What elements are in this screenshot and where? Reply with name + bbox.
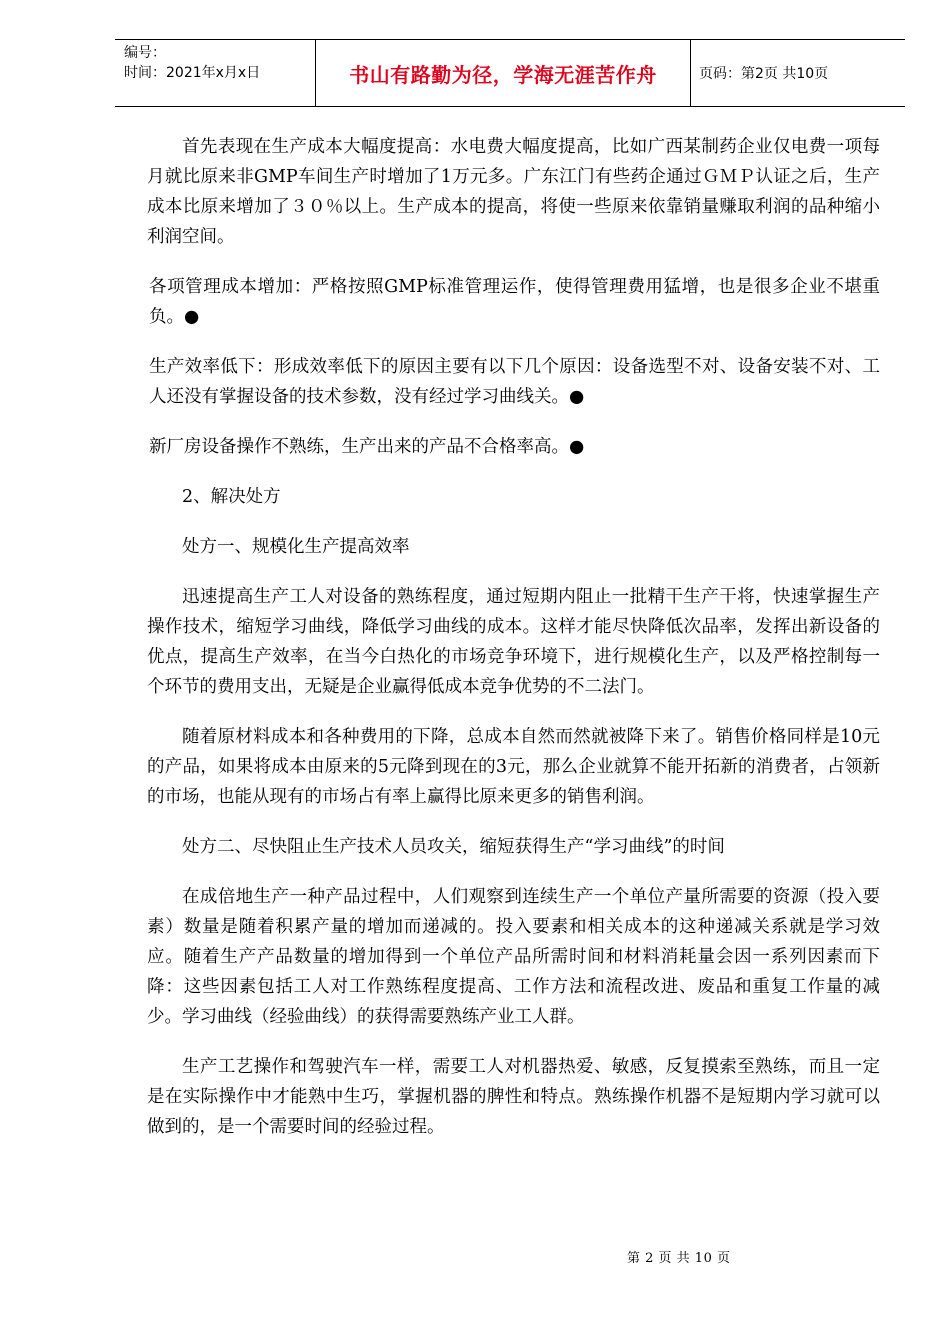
header-meta-cell bbox=[115, 40, 316, 106]
header-page-info: 页码：第2页 共10页 bbox=[699, 66, 829, 82]
document-body bbox=[147, 132, 880, 1142]
paragraph-skill-improvement: 迅速提高生产工人对设备的熟练程度，通过短期内阻止一批精干生产干将，快速掌握生产操作技术，缩短学习曲线，降低学习曲线的成本。这样才能尽快降低次品率，发挥出新设备的优点，提高生产效率，在当今白热化的市场竞争环境下，进行规模化生产，以及严格控制每一个环节的费用支出，无疑是企业赢得低成本竞争优势的不二法门。 bbox=[147, 587, 880, 697]
paragraph-operation-experience: 生产工艺操作和驾驶汽车一样，需要工人对机器热爱、敏感，反复摸索至熟练，而且一定是在实际操作中才能熟中生巧，掌握机器的脾性和特点。熟练操作机器不是短期内学习就可以做到的，是一个需要时间的经验过程。 bbox=[147, 1057, 880, 1137]
subheading-solution-one: 处方一、规模化生产提高效率 bbox=[182, 537, 410, 557]
footer-page-number: 第 2 页 共 10 页 bbox=[627, 1251, 731, 1266]
subheading-solution-two: 处方二、尽快阻止生产技术人员攻关，缩短获得生产“学习曲线”的时间 bbox=[182, 837, 725, 857]
header-table bbox=[115, 39, 905, 107]
paragraph-learning-effect: 在成倍地生产一种产品过程中，人们观察到连续生产一个单位产量所需要的资源（投入要素）数量是随着积累产量的增加而递减的。投入要素和相关成本的这种递减关系就是学习效应。随着生产产品数量的增加得到一个单位产品所需时间和材料消耗量会因一系列因素而下降：这些因素包括工人对工作熟练程度提高、工作方法和流程改进、废品和重复工作量的减少。学习曲线（经验曲线）的获得需要熟练产业工人群。 bbox=[147, 887, 880, 1027]
section-heading-solutions: 2、解决处方 bbox=[182, 487, 281, 507]
document-date: 时间：2021年x月x日 bbox=[124, 65, 261, 81]
paragraph-management-cost: 各项管理成本增加：严格按照GMP标准管理运作，使得管理费用猛增，也是很多企业不堪重负。● bbox=[149, 277, 880, 327]
paragraph-unskilled-operation: 新厂房设备操作不熟练，生产出来的产品不合格率高。● bbox=[149, 437, 585, 457]
paragraph-production-cost: 首先表现在生产成本大幅度提高：水电费大幅度提高，比如广西某制药企业仅电费一项每月就比原来非GMP车间生产时增加了1万元多。广东江门有些药企通过ＧＭＰ认证之后，生产成本比原来增加了３０％以上。生产成本的提高，将使一些原来依靠销量赚取利润的品种缩小利润空间。 bbox=[147, 137, 880, 247]
header-motto: 书山有路勤为径，学海无涯苦作舟 bbox=[316, 40, 691, 106]
paragraph-low-efficiency: 生产效率低下：形成效率低下的原因主要有以下几个原因：设备选型不对、设备安装不对、工人还没有掌握设备的技术参数，没有经过学习曲线关。● bbox=[149, 357, 880, 407]
paragraph-cost-reduction: 随着原材料成本和各种费用的下降，总成本自然而然就被降下来了。销售价格同样是10元的产品，如果将成本由原来的5元降到现在的3元，那么企业就算不能开拓新的消费者，占领新的市场，也能从现有的市场占有率上赢得比原来更多的销售利润。 bbox=[147, 727, 880, 807]
document-number-label: 编号： bbox=[124, 45, 166, 61]
